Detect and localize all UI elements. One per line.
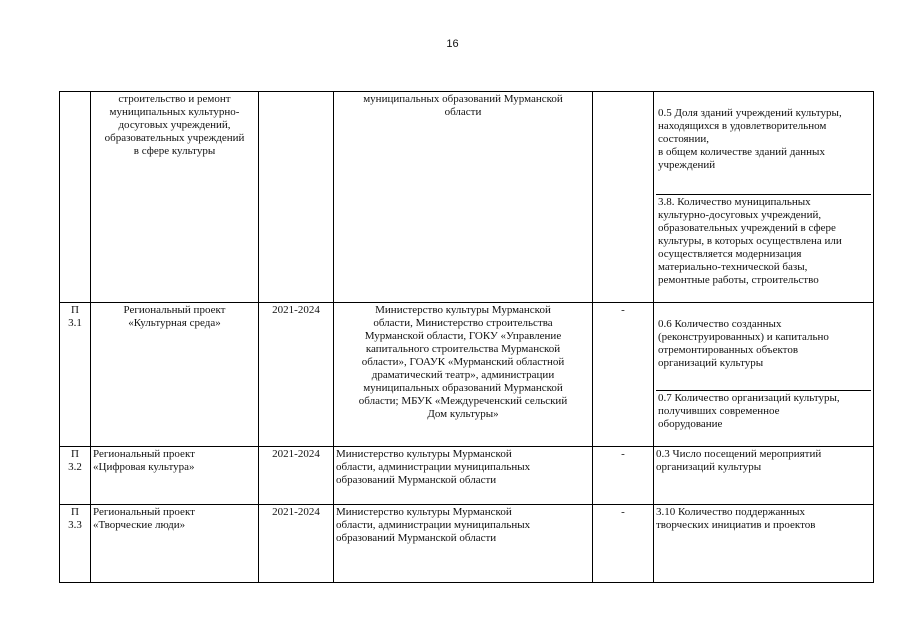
indicator-item: 0.5 Доля зданий учреждений культуры, находящихся в удовлетворительном состоянии, в общем количестве зданий данных учреждений (658, 107, 842, 171)
indicator-item: 0.7 Количество организаций культуры, получивших современное оборудование (656, 390, 871, 432)
page-number: 16 (446, 38, 459, 50)
indicators-cell (654, 92, 874, 303)
funding-cell: - (593, 447, 654, 505)
row-number-cell: П 3.2 (60, 447, 91, 505)
executors-cell: муниципальных образований Мурманской области (334, 92, 593, 303)
funding-cell: - (593, 505, 654, 583)
funding-cell: - (593, 303, 654, 447)
period-cell: 2021-2024 (259, 447, 334, 505)
program-table (59, 91, 874, 583)
executors-cell: Министерство культуры Мурманской области, администрации муниципальных образований Мурманской области (334, 447, 593, 505)
row-number-cell: П 3.1 (60, 303, 91, 447)
table-row (60, 92, 874, 303)
funding-cell (593, 92, 654, 303)
row-number-cell (60, 92, 91, 303)
period-cell: 2021-2024 (259, 505, 334, 583)
row-number-cell: П 3.3 (60, 505, 91, 583)
executors-cell: Министерство культуры Мурманской области, Министерство строительства Мурманской области, ГОКУ «Управление капитального строительства Мурманской области», ГОАУК «Мурманский областной драматический театр», администрации муниципальных образований Мурманской области; МБУК «Междуреченский сельский Дом культуры» (334, 303, 593, 447)
project-name-cell: строительство и ремонт муниципальных культурно- досуговых учреждений, образовательных учреждений в сфере культуры (91, 92, 259, 303)
executors-cell: Министерство культуры Мурманской области, администрации муниципальных образований Мурманской области (334, 505, 593, 583)
period-cell: 2021-2024 (259, 303, 334, 447)
project-name-cell: Региональный проект «Цифровая культура» (91, 447, 259, 505)
indicator-item: 3.8. Количество муниципальных культурно-досуговых учреждений, образовательных учреждений в сфере культуры, в которых осуществлена или осуществляется модернизация материально-технической базы, ремонтные работы, строительство (656, 194, 871, 288)
period-cell (259, 92, 334, 303)
project-name-cell: Региональный проект «Творческие люди» (91, 505, 259, 583)
indicator-item: 0.6 Количество созданных (реконструированных) и капитально отремонтированных объектов организаций культуры (658, 318, 829, 369)
table-row (60, 303, 874, 447)
table-row (60, 447, 874, 505)
indicators-cell (654, 303, 874, 447)
indicators-cell: 0.3 Число посещений мероприятий организаций культуры (654, 447, 874, 505)
indicators-cell: 3.10 Количество поддержанных творческих инициатив и проектов (654, 505, 874, 583)
project-name-cell: Региональный проект «Культурная среда» (91, 303, 259, 447)
table-row (60, 505, 874, 583)
